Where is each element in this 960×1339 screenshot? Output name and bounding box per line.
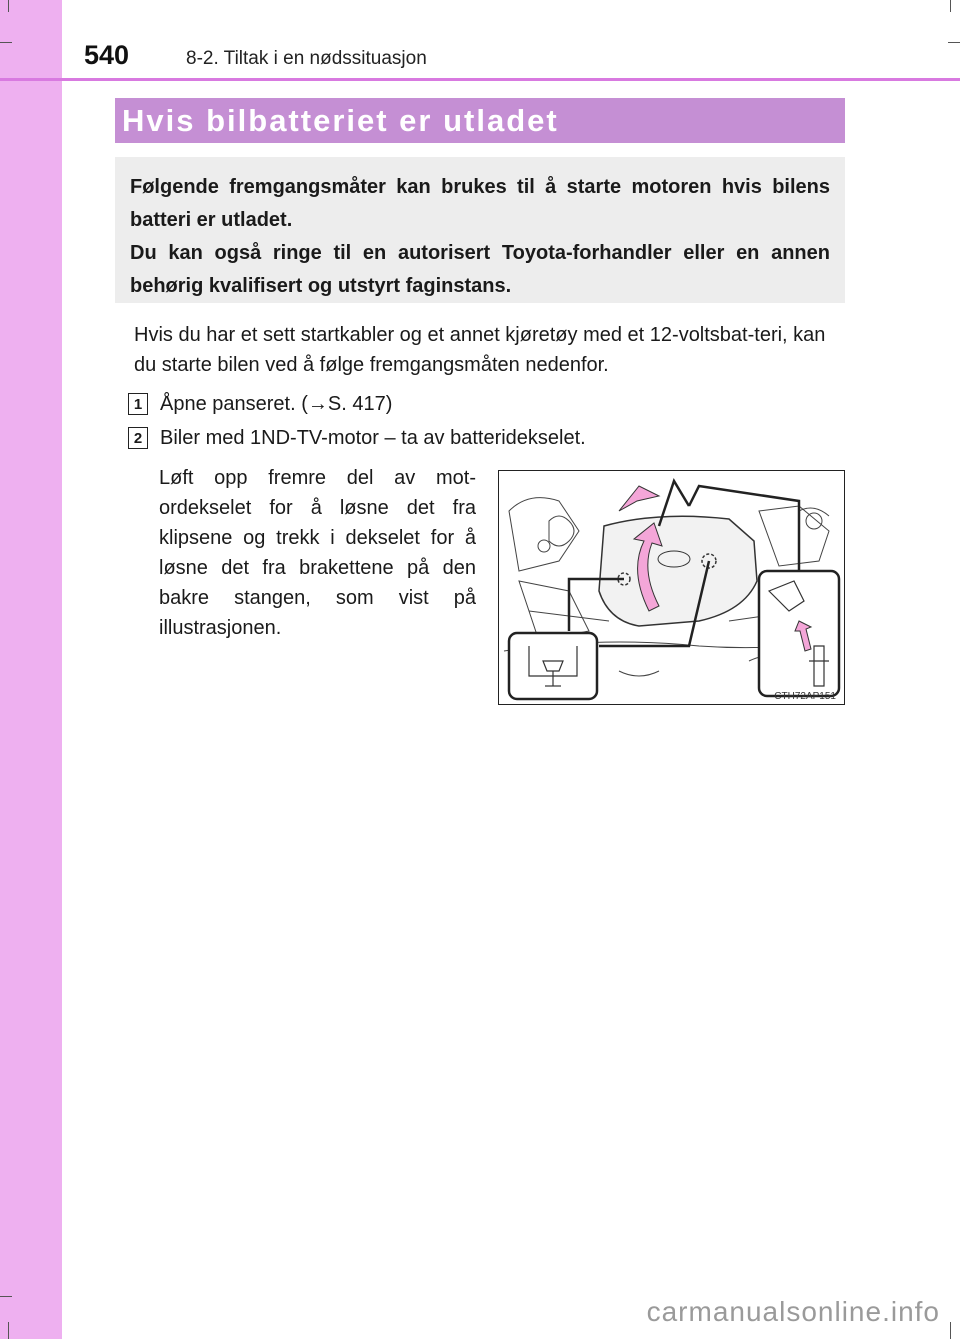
crop-mark bbox=[950, 1322, 951, 1339]
step-1-text: Åpne panseret. (→S. 417) bbox=[160, 392, 393, 415]
section-title: Hvis bilbatteriet er utladet bbox=[122, 103, 559, 138]
footer-watermark: carmanualsonline.info bbox=[646, 1296, 940, 1327]
side-band bbox=[0, 0, 62, 1339]
engine-cover-illustration-icon bbox=[499, 471, 844, 704]
intro-paragraph-2: Du kan også ringe til en autorisert Toyota-forhandler eller en annen behørig kvalifisert og utstyrt faginstans. bbox=[130, 242, 830, 297]
intro-text bbox=[130, 171, 830, 303]
step-2-text: Biler med 1ND-TV-motor – ta av batteridekselet. bbox=[160, 426, 586, 449]
crop-mark bbox=[948, 42, 960, 43]
crop-mark bbox=[8, 0, 9, 12]
crop-mark bbox=[0, 1296, 12, 1297]
crop-mark bbox=[0, 42, 12, 43]
header-rule bbox=[0, 78, 960, 81]
clip-detail-icon bbox=[509, 633, 597, 699]
body-paragraph: Hvis du har et sett startkabler og et annet kjøretøy med et 12-voltsbat-teri, kan du starte bilen ved å følge fremgangsmåten nedenfor. bbox=[134, 324, 826, 376]
step-1-number: 1 bbox=[128, 393, 148, 415]
step-2 bbox=[128, 425, 586, 451]
step-2-detail: Løft opp fremre del av mot-ordekselet for å løsne det fra klipsene og trekk i dekselet for å løsne det fra brakettene på den bakre stangen, som vist på illustrasjonen. bbox=[159, 467, 476, 639]
engine-figure bbox=[498, 470, 845, 705]
page-number: 540 bbox=[84, 40, 130, 70]
step-1 bbox=[128, 391, 392, 417]
crop-mark bbox=[8, 1322, 9, 1339]
intro-paragraph-1: Følgende fremgangsmåter kan brukes til å starte motoren hvis bilens batteri er utladet. bbox=[130, 176, 830, 231]
engine-cover-shape bbox=[599, 516, 757, 626]
crop-mark bbox=[950, 0, 951, 12]
step-2-number: 2 bbox=[128, 427, 148, 449]
chapter-title: 8-2. Tiltak i en nødssituasjon bbox=[186, 48, 427, 69]
figure-code: CTH72AP151 bbox=[774, 691, 836, 702]
